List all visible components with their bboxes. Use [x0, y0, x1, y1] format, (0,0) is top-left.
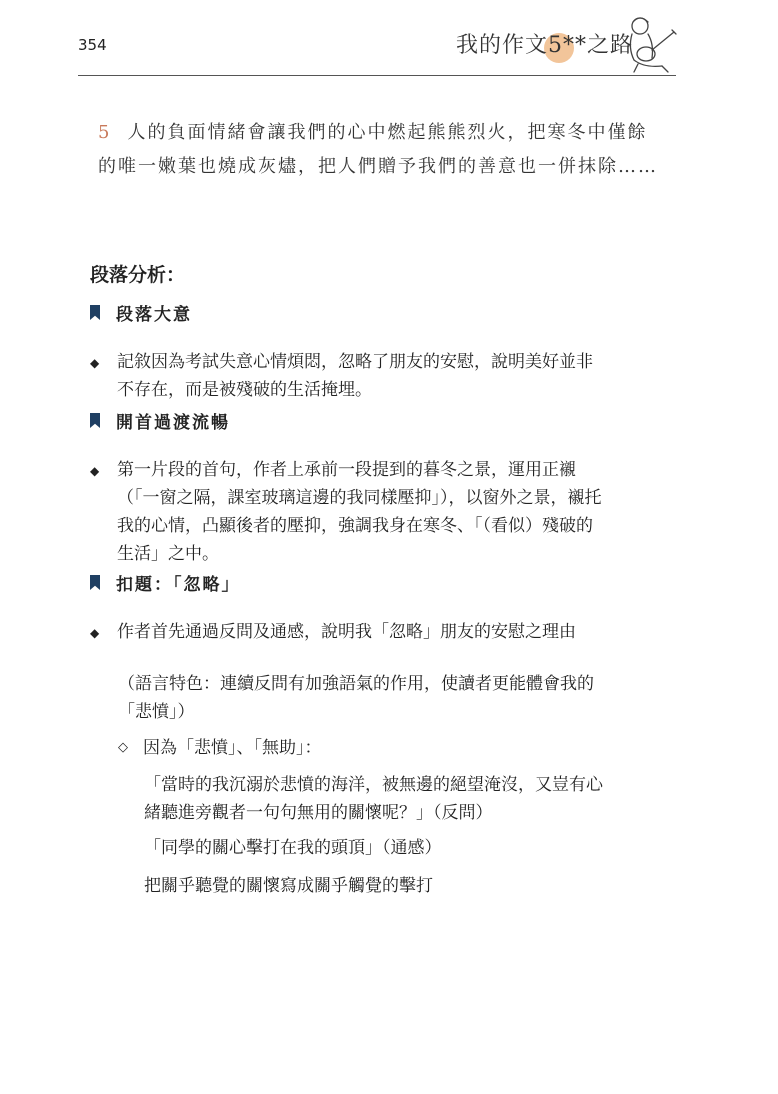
- section-main-idea: [90, 300, 602, 404]
- explanation-text: 把關乎聽覺的關懷寫成關乎觸覺的擊打: [144, 876, 433, 896]
- diamond-outline-bullet-icon: ◇: [118, 740, 128, 755]
- book-title-num: 5**: [548, 33, 588, 58]
- quote-synesthesia: 「同學的關心擊打在我的頭頂」（通感）: [144, 838, 442, 858]
- bookmark-icon: [90, 413, 100, 428]
- book-title-post: 之路: [587, 33, 634, 58]
- section-opening-transition: [90, 408, 602, 568]
- diamond-bullet-icon: ◆: [90, 356, 100, 370]
- section-heading-text: 開首過渡流暢: [116, 413, 230, 433]
- bullet-text: 作者首先通過反問及通感，說明我「忽略」朋友的安慰之理由: [117, 622, 576, 642]
- sub-bullet-text: 因為「悲憤」、「無助」：: [143, 738, 322, 758]
- mascot-illustration-icon: [618, 14, 678, 76]
- section-heading: [90, 408, 602, 433]
- section-heading-text: 扣題：「忽略」: [116, 575, 241, 595]
- list-item: [90, 348, 602, 404]
- quote-number: 5: [98, 122, 110, 143]
- list-item: [90, 618, 602, 647]
- section-heading: [90, 300, 602, 325]
- book-title: [456, 28, 633, 59]
- book-title-pre: 我的作文: [456, 33, 549, 58]
- bullet-text: 記敘因為考試失意心情煩悶，忽略了朋友的安慰，說明美好並非不存在，而是被殘破的生活掩埋。: [117, 352, 593, 400]
- section-topic-ignore: [90, 570, 602, 647]
- language-note: （語言特色：連續反問有加強語氣的作用，使讀者更能體會我的「悲憤」）: [118, 674, 594, 722]
- quoted-paragraph: [98, 116, 663, 184]
- analysis-title: 段落分析：: [90, 264, 186, 286]
- list-item: [90, 456, 602, 568]
- quote-rhetorical: 「當時的我沉溺於悲憤的海洋，被無邊的絕望淹沒，又豈有心緒聽進旁觀者一句句無用的關懷呢？」（反問）: [144, 775, 603, 823]
- header-divider: [78, 75, 676, 76]
- page-number: 354: [78, 36, 107, 54]
- quote-text: 人的負面情緒會讓我們的心中燃起熊熊烈火，把寒冬中僅餘的唯一嫩葉也燒成灰燼，把人們贈予我們的善意也一併抹除……: [98, 122, 658, 177]
- bookmark-icon: [90, 575, 100, 590]
- section-heading-text: 段落大意: [116, 305, 192, 325]
- diamond-bullet-icon: ◆: [90, 626, 100, 640]
- bookmark-icon: [90, 305, 100, 320]
- sub-list-item: [118, 734, 322, 762]
- bullet-text: 第一片段的首句，作者上承前一段提到的暮冬之景，運用正襯（「一窗之隔，課室玻璃這邊的我同樣壓抑」），以窗外之景，襯托我的心情，凸顯後者的壓抑，強調我身在寒冬、「（看似）殘破的生活」之中。: [117, 460, 602, 564]
- section-heading: [90, 570, 602, 595]
- diamond-bullet-icon: ◆: [90, 464, 100, 478]
